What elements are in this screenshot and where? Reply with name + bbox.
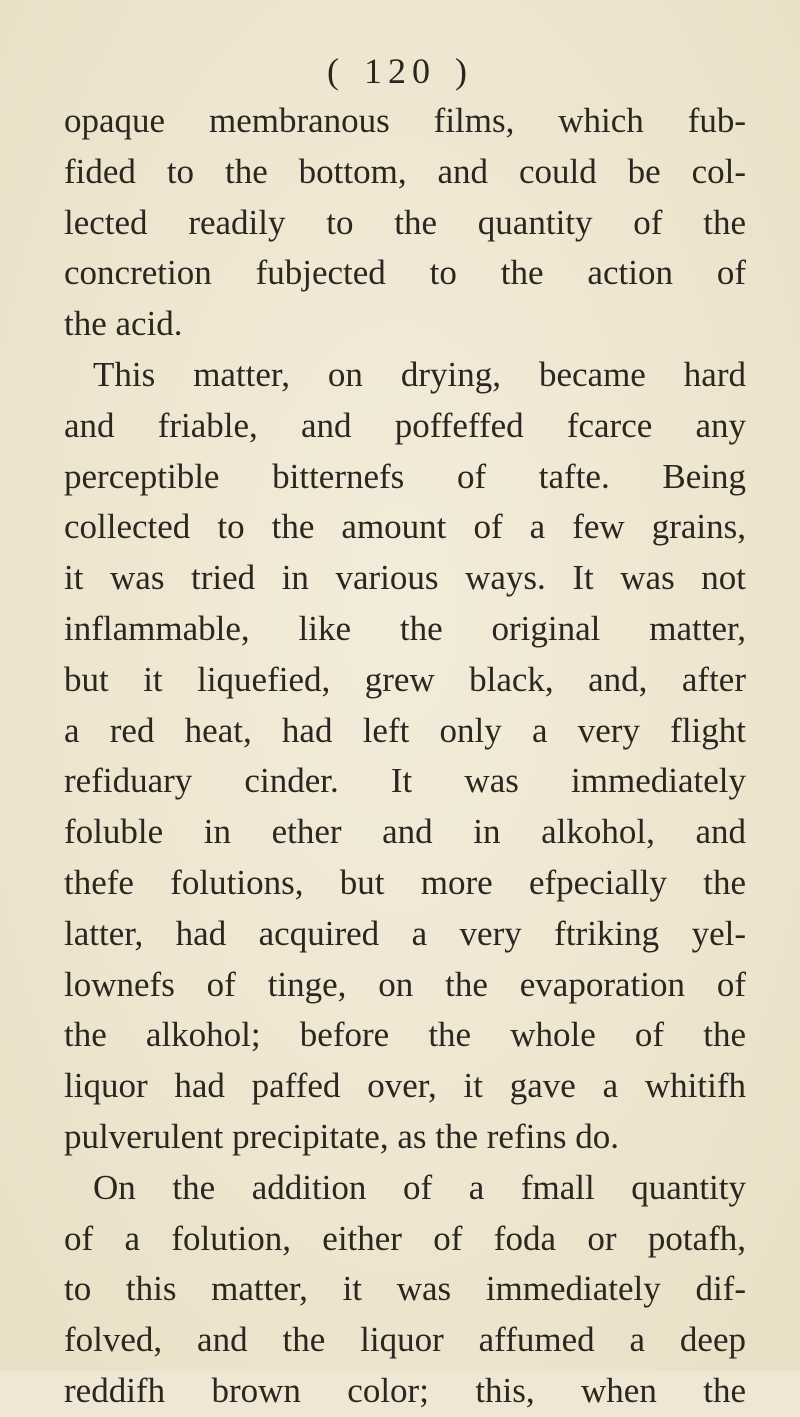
text-line: refiduary cinder. It was immediately [64,761,746,801]
text-line: fided to the bottom, and could be col- [64,151,746,191]
text-line: inflammable, like the original matter, [64,608,746,648]
text-line: liquor had paffed over, it gave a whitifh [64,1066,746,1106]
text-line: thefe folutions, but more efpecially the [64,862,746,902]
text-line: the acid. [64,304,183,344]
text-line: lected readily to the quantity of the [64,202,746,242]
text-line: a red heat, had left only a very flight [64,710,746,750]
text-line: foluble in ether and in alkohol, and [64,812,746,852]
text-line: reddifh brown color; this, when the [64,1370,746,1410]
text-line: collected to the amount of a few grains, [64,507,746,547]
text-line: of a folution, either of foda or potafh, [64,1218,746,1258]
text-line: This matter, on drying, became hard [93,354,746,394]
text-line: latter, had acquired a very ftriking yel- [64,913,746,953]
text-line: opaque membranous films, which fub- [64,101,746,140]
text-line: and friable, and poffeffed fcarce any [64,405,746,445]
text-line: On the addition of a fmall quantity [93,1167,746,1207]
text-line: it was tried in various ways. It was not [64,558,746,598]
text-line: to this matter, it was immediately dif- [64,1269,746,1309]
text-line: concretion fubjected to the action of [64,253,746,293]
text-line: the alkohol; before the whole of the [64,1015,746,1055]
text-line: lownefs of tinge, on the evaporation of [64,964,746,1004]
text-line: perceptible bitternefs of tafte. Being [64,456,746,496]
text-line: but it liquefied, grew black, and, after [64,659,746,699]
text-line: folved, and the liquor affumed a deep [64,1320,746,1360]
text-line: pulverulent precipitate, as the refins do. [64,1116,619,1156]
body-text [64,96,746,1417]
page-number: ( 120 ) [327,51,473,91]
